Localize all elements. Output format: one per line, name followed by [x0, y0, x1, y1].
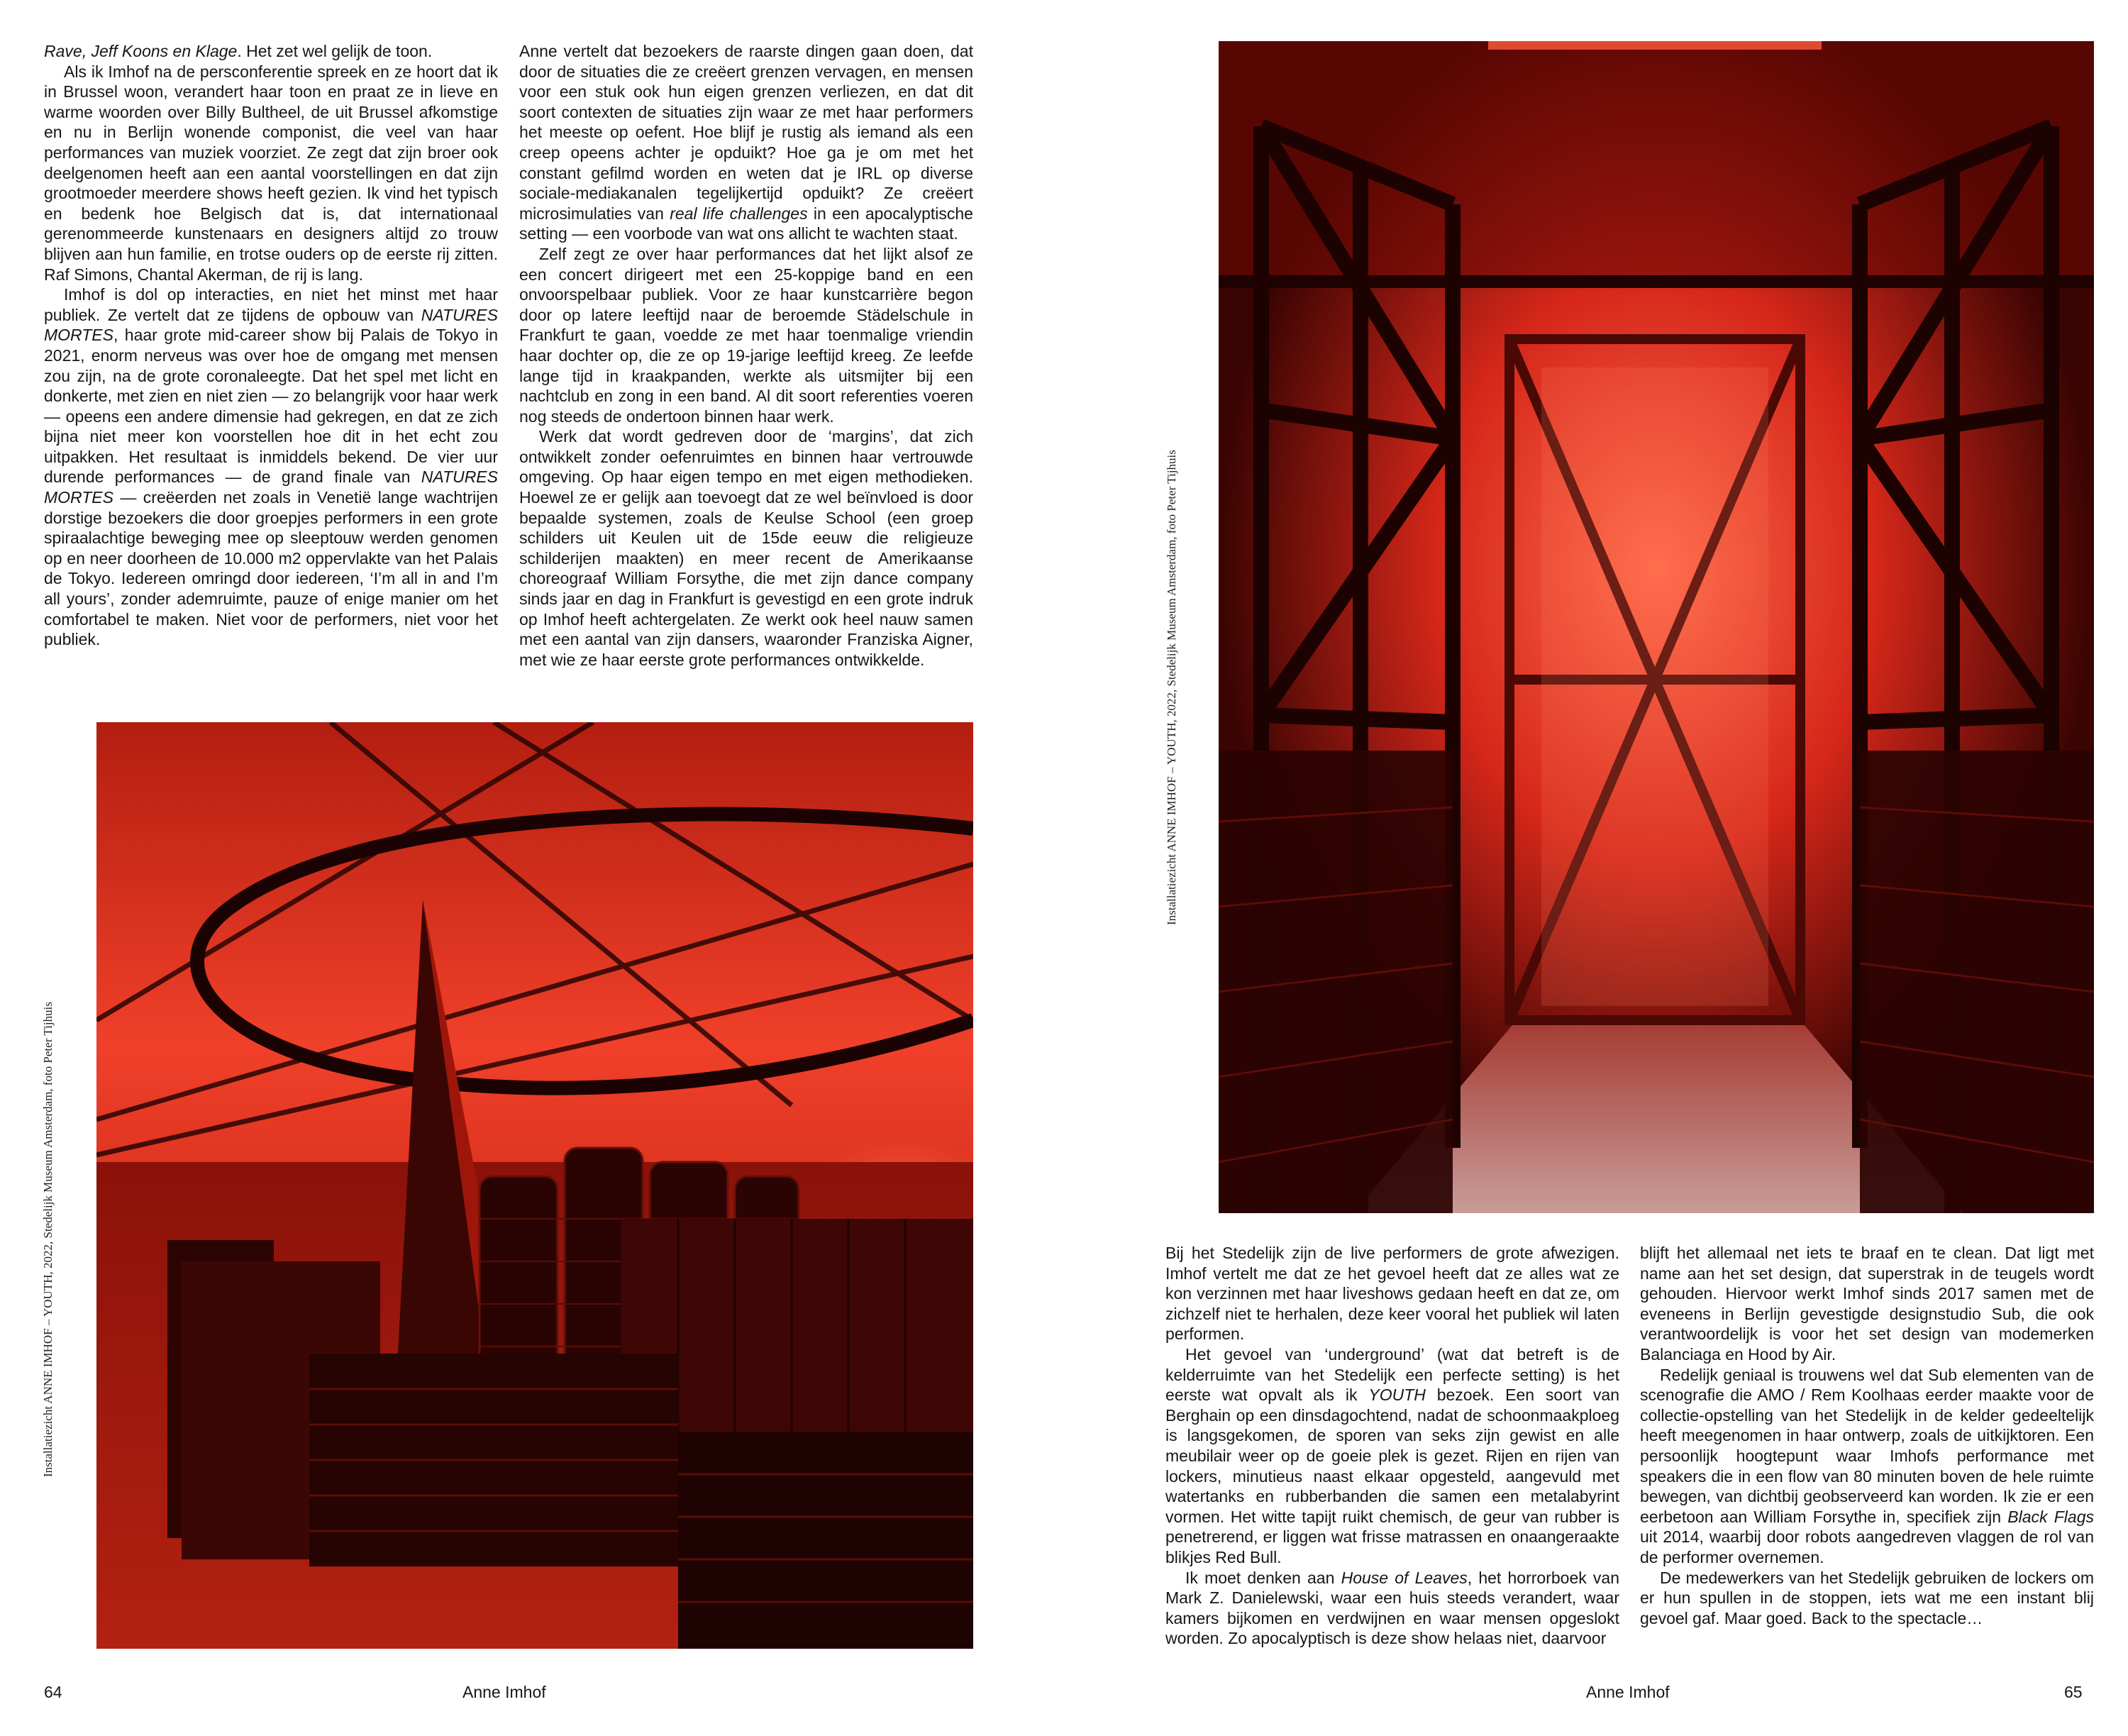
article-paragraph [1640, 1243, 2094, 1365]
paragraph-text: Werk dat wordt gedreven door de ‘margins’, dat zich ontwikkelt zonder oefenruimtes en binnen haar vertrouwde omgeving. Op haar eigen tempo en met eigen methodieken. Hoewel ze er gelijk aan toevoegt dat ze wel beïnvloed is door bepaalde systemen, zoals de Keulse School (een groep schilders uit Keulen uit de 15de eeuw die religieuze schilderijen maakten) en meer recent de Amerikaanse choreograaf William Forsythe, die met zijn dance company sinds jaar en dag in Frankfurt is gevestigd en een grote indruk op Imhof heeft achtergelaten. Ze werkt ook heel nauw samen met een aantal van zijn dansers, waaronder Franziska Aigner, met wie ze haar eerste grote performances ontwikkelde. [519, 427, 973, 669]
paragraph-text: . Het zet wel gelijk de toon. [237, 42, 433, 60]
left-running-footer: Anne Imhof [462, 1683, 546, 1701]
paragraph-text: — creëerden net zoals in Venetië lange wachtrijen dorstige bezoekers die door groepjes performers in een grote spiraalachtige beweging mee op sleeptouw werden genomen op en neer doorheen de 10.000 m2 oppervlakte van het Palais de Tokyo. Iedereen omringd door iedereen, ‘I’m all in and I’m all yours’, zonder ademruimte, pauze of enige manier om het comfortabel te maken. Niet voor de performers, niet voor het publiek. [44, 488, 498, 649]
paragraph-text: blijft het allemaal net iets te braaf en te clean. Dat ligt met name aan het set design, dat superstrak in de teugels wordt gehouden. Hiervoor werkt Imhof sinds 2017 samen met de eveneens in Berlijn gevestigde designstudio Sub, die ook verantwoordelijk is voor het set design van modemerken Balanciaga en Hood by Air. [1640, 1244, 2094, 1364]
italic-title: House of Leaves [1341, 1568, 1468, 1587]
left-page-number: 64 [44, 1683, 62, 1701]
italic-title: YOUTH [1368, 1386, 1426, 1405]
italic-title: Rave, Jeff Koons en Klage [44, 42, 238, 60]
paragraph-text: Bij het Stedelijk zijn de live performers de grote afwezigen. Imhof vertelt me dat ze het gevoel heeft dat ze alles wat ze kon verzinnen met haar liveshows gedaan heeft en dat ze, om zichzelf niet te herhalen, deze keer vooral het publiek wil laten performen. [1165, 1244, 1619, 1344]
paragraph-text: Imhof is dol op interacties, en niet het minst met haar publiek. Ze vertelt dat ze tijdens de opbouw van [44, 285, 498, 324]
paragraph-text: in een apocalyptische setting — een voorbode van wat ons allicht te wachten staat. [519, 204, 973, 243]
article-paragraph [519, 41, 973, 244]
article-paragraph [1640, 1568, 2094, 1629]
article-paragraph [519, 426, 973, 670]
paragraph-text: Anne vertelt dat bezoekers de raarste dingen gaan doen, dat door de situaties die ze creëert grenzen vervagen, en mensen voor een stuk ook hun eigen grenzen verliezen, en dat dit soort contexten de situaties zijn waar ze met haar performers het meeste op oefent. Hoe blijf je rustig als iemand als een creep opeens achter je opduikt? Hoe ga je om met het constant gefilmd worden en weten dat je IRL op diverse sociale-mediakanalen tegelijkertijd opduikt? Ze creëert microsimulaties van [519, 42, 973, 223]
paragraph-text: De medewerkers van het Stedelijk gebruiken de lockers om er hun spullen in de stoppen, iets wat me een instant blij gevoel gaf. Maar goed. Back to the spectacle… [1640, 1568, 2094, 1627]
paragraph-text: Het gevoel van ‘underground’ (wat dat betreft is de kelderruimte van het Stedelijk een perfecte setting) is het eerste wat opvalt als ik [1165, 1344, 1619, 1405]
left-photo-caption: Installatiezicht ANNE IMHOF – YOUTH, 2022, Stedelijk Museum Amsterdam, foto Peter Tijhuis [41, 1002, 55, 1477]
paragraph-text: Ik moet denken aan [1185, 1568, 1341, 1587]
paragraph-text: bezoek. Een soort van Berghain op een dinsdagochtend, nadat de schoonmaakploeg is langsgekomen, de sporen van seks zijn gewist en alle meubilair weer op de goeie plek is gezet. Rijen en rijen van lockers, minutieus naast elkaar opgesteld, aangevuld met watertanks en rubberbanden die samen een metalabyrint vormen. Het witte tapijt ruikt chemisch, de geur van rubber is penetrerend, er liggen wat frisse matrassen en onaangeraakte blikjes Red Bull. [1165, 1386, 1619, 1566]
right-page-number: 65 [2064, 1683, 2083, 1701]
article-paragraph [44, 41, 498, 62]
installation-photo-red-scaffolding-corridor [1219, 41, 2094, 1213]
paragraph-text: Als ik Imhof na de persconferentie spreek en ze hoort dat ik in Brussel woon, verandert haar toon en praat ze in lieve en warme woorden over Billy Bultheel, de uit Brussel afkomstige en nu in Berlijn wonende componist, die veel van haar performances van muziek voorziet. Ze zegt dat zijn broer ook deelgenomen heeft aan een aantal voorstellingen en dat zijn grootmoeder meerdere shows heeft gezien. Ik vind het typisch en bedenk hoe Belgisch dat is, dat internationaal gerenommeerde kunstenaars en designers altijd zo trouw blijven aan hun familie, en trotse ouders op de eerste rij zitten. Raf Simons, Chantal Akerman, de rij is lang. [44, 62, 498, 284]
article-paragraph [1165, 1568, 1619, 1649]
right-photo-caption: Installatiezicht ANNE IMHOF – YOUTH, 2022, Stedelijk Museum Amsterdam, foto Peter Tijhuis [1165, 450, 1178, 925]
left-page-column-1 [44, 41, 498, 650]
italic-title: NATURES MORTES [44, 468, 498, 507]
right-running-footer: Anne Imhof [1586, 1683, 1670, 1701]
italic-title: NATURES MORTES [44, 305, 498, 345]
article-paragraph [44, 284, 498, 650]
right-page-column-2 [1640, 1243, 2094, 1628]
paragraph-text: uit 2014, waarbij door robots aangedreven vlaggen de rol van de performer overnemen. [1640, 1527, 2094, 1566]
article-paragraph [1640, 1365, 2094, 1568]
right-page-column-1 [1165, 1243, 1619, 1649]
italic-title: Black Flags [2007, 1507, 2094, 1526]
italic-title: real life challenges [670, 204, 808, 223]
paragraph-text: , haar grote mid-career show bij Palais de Tokyo in 2021, enorm nerveus was over hoe de omgang met mensen zou zijn, na de grote coronaleegte. Dat het spel met licht en donkerte, met zien en niet zien — zo belangrijk voor haar werk — opeens een andere dimensie had gekregen, en dat ze zich bijna niet meer kon voorstellen hoe dit in het echt zou uitpakken. Het resultaat is inmiddels bekend. De vier uur durende performances — de grand finale van [44, 326, 498, 487]
article-paragraph [519, 244, 973, 426]
paragraph-text: , het horrorboek van Mark Z. Danielewski, waar een huis steeds verandert, waar kamers bijkomen en verdwijnen en waar mensen opgeslokt worden. Zo apocalyptisch is deze show helaas niet, daarvoor [1165, 1568, 1619, 1648]
article-paragraph [1165, 1344, 1619, 1568]
left-page-column-2 [519, 41, 973, 670]
installation-photo-tyres-lockers [96, 722, 973, 1649]
paragraph-text: Zelf zegt ze over haar performances dat het lijkt alsof ze een concert dirigeert met een 25-koppige band en een onvoorspelbaar publiek. Voor ze haar kunstcarrière begon door op latere leeftijd naar de beroemde Städelschule in Frankfurt te gaan, voedde ze met haar toenmalige vriendin haar dochter op, die ze op 19-jarige leeftijd kreeg. Ze leefde lange tijd in kraakpanden, werkte als uitsmijter bij een nachtclub en zong in een band. Al dit soort referenties voeren nog steeds de ondertoon binnen haar werk. [519, 244, 973, 426]
article-paragraph [44, 62, 498, 285]
article-paragraph [1165, 1243, 1619, 1344]
paragraph-text: Redelijk geniaal is trouwens wel dat Sub elementen van de scenografie die AMO / Rem Koolhaas eerder maakte voor de collectie-opstelling van het Stedelijk in de kelder gedeeltelijk heeft meegenomen in haar ontwerp, zoals de uitkijktoren. Een persoonlijk hoogtepunt waar Imhofs performance met speakers die in een flow van 80 minuten boven de hele ruimte bewegen, van dichtbij geobserveerd kan worden. Ik zie er een eerbetoon aan William Forsythe in, specifiek zijn [1640, 1365, 2094, 1526]
